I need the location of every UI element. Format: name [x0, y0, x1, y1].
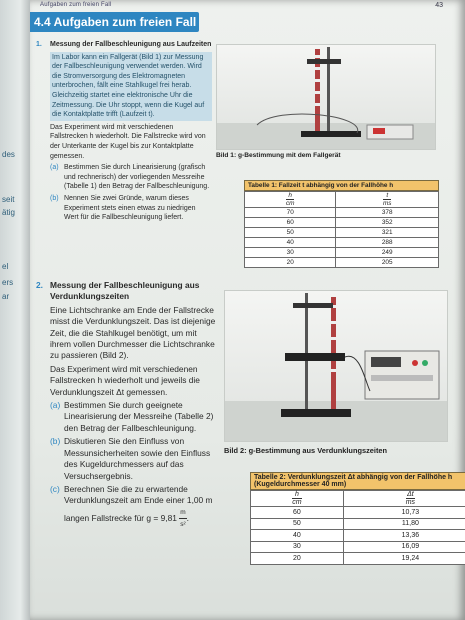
subtask-label: (a) [50, 164, 59, 172]
left-page-fragment: ar [2, 292, 10, 301]
subtask-label: (a) [50, 400, 61, 411]
figure-2-photo [224, 290, 448, 442]
figure-1-caption: Bild 1: g-Bestimmung mit dem Fallgerät [216, 152, 341, 159]
subtask-text: Diskutieren Sie den Einfluss von Messunsicherheiten sowie den Einfluss des Kugeldurchmessers auf das Versuchsergebnis. [64, 436, 211, 481]
figure-2-caption: Bild 2: g-Bestimmung aus Verdunklungszeiten [224, 446, 388, 455]
textbook-page [30, 0, 465, 620]
task-heading: Messung der Fallbeschleunigung aus Laufzeiten [50, 41, 212, 48]
table-row: 40 288 [245, 238, 439, 248]
section-title: 4.4 Aufgaben zum freien Fall [30, 12, 199, 32]
subtask [50, 163, 212, 192]
task-1 [36, 40, 212, 223]
table-row: 30 16,09 [251, 541, 465, 553]
table-row: 30 249 [245, 248, 439, 258]
left-page-fragment: seit [2, 195, 15, 204]
table-2 [250, 472, 465, 565]
subtask [50, 484, 218, 531]
left-page-fragment: des [2, 150, 15, 159]
table-header-row [245, 192, 439, 208]
table-row: 50 11,80 [251, 518, 465, 530]
task-setup-text: Im Labor kann ein Fallgerät (Bild 1) zur Messung der Fallbeschleunigung verwendet werden. Wird die Stromversorgung des Elektromagneten unterbrochen, fällt eine Stahlkugel frei herab. Gleichzeitig startet eine elektronische Uhr die Zeitmessung. Die Uhr stoppt, wenn die Kugel auf die Kontaktplatte trifft (Laufzeit t). [50, 52, 212, 121]
subtask [50, 400, 218, 434]
light-gate-apparatus-illustration [225, 291, 447, 441]
table-1-caption: Tabelle 1: Fallzeit t abhängig von der Fallhöhe h [244, 180, 439, 191]
subtask-text: Nennen Sie zwei Gründe, warum dieses Experiment stets einen etwas zu niedrigen Wert für die Fallbeschleunigung liefert. [64, 194, 196, 222]
task-number: 2. [36, 280, 43, 290]
page-number: 43 [435, 2, 443, 9]
table-row: 70 378 [245, 208, 439, 218]
subtask [50, 436, 218, 482]
task-heading: Messung der Fallbeschleunigung aus Verdunklungszeiten [50, 280, 200, 302]
subtask [50, 194, 212, 223]
column-header-h: $\frac{h}{cm}$ [245, 192, 336, 208]
drop-apparatus-illustration [217, 45, 435, 149]
table-row: 50 321 [245, 228, 439, 238]
figure-1-photo [216, 44, 436, 150]
subtask-text: Bestimmen Sie durch Linearisierung (grafisch und rechnerisch) der vorliegenden Messreihe (Tabelle 1) den Betrag der Fallbeschleunigung. [64, 164, 210, 191]
table-row: 20 19,24 [251, 553, 465, 565]
table-row: 40 13,36 [251, 530, 465, 542]
left-page-fragment: ätig [2, 208, 15, 217]
task-number: 1. [36, 41, 42, 48]
subtask-text: Berechnen Sie die zu erwartende Verdunklungszeit am Ende einer 1,00 m langen Fallstrecke für g = 9,81 $\frac{m}{\text{s²}}$ . [64, 484, 218, 531]
task-2 [36, 280, 218, 531]
subtask-label: (b) [50, 194, 59, 202]
column-header-h: $\frac{h}{cm}$ [251, 491, 344, 507]
column-header-delta-t: $\frac{\Delta t}{ms}$ [343, 491, 465, 507]
left-page-fragment: el [2, 262, 9, 271]
subtask-label: (b) [50, 436, 61, 447]
table-1 [244, 180, 439, 268]
subtask-label: (c) [50, 483, 60, 494]
table-2-caption: Tabelle 2: Verdunklungszeit Δt abhängig von der Fallhöhe h (Kugeldurchmesser 40 mm) [250, 472, 465, 490]
table-row: 60 10,73 [251, 507, 465, 519]
running-head: Aufgaben zum freien Fall [40, 2, 112, 8]
left-page-fragment: ers [2, 278, 14, 287]
task-setup-text: Eine Lichtschranke am Ende der Fallstrecke misst die Verdunklungszeit. Das ist diejenige Zeit, die die Stahlkugel benötigt, um mit ihrem vollen Durchmesser die Lichtschranke zu passieren (Bild 2). [50, 304, 216, 361]
table-row: 60 352 [245, 218, 439, 228]
subtask-text: Bestimmen Sie durch geeignete Linearisierung der Messreihe (Tabelle 2) den Betrag der Fallbeschleunigung. [64, 400, 214, 433]
column-header-t: $\frac{t}{ms}$ [336, 192, 439, 208]
previous-page-edge [0, 0, 34, 620]
task-body-text: Das Experiment wird mit verschiedenen Fallstrecken h wiederholt und jeweils die Verdunklungszeit Δt gemessen. [50, 363, 200, 397]
task-body-text: Das Experiment wird mit verschiedenen Fallstrecken h wiederholt. Die Fallstrecke wird von der Unterkante der Kugel bis zur Kontaktplatte gemessen. [50, 123, 206, 160]
unit-fraction: $\frac{m}{\text{s²}}$ [180, 508, 186, 529]
table-row: 20 205 [245, 258, 439, 268]
table-header-row [251, 491, 465, 507]
